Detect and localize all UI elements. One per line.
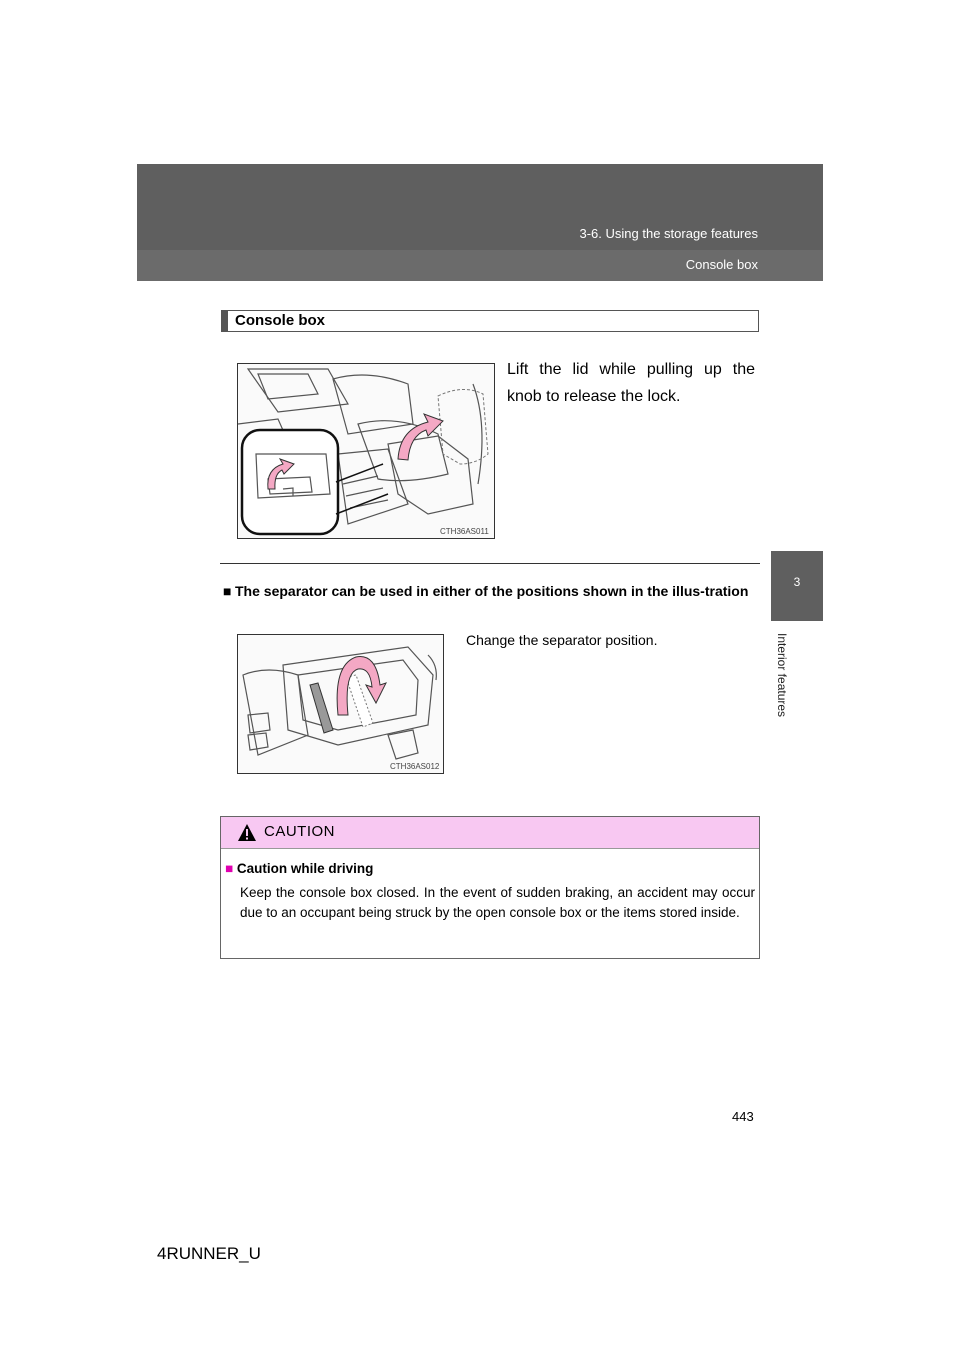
separator-drawing	[238, 635, 443, 773]
chapter-tab-label: Interior features	[775, 633, 789, 718]
note-description: Change the separator position.	[466, 632, 658, 648]
page-number: 443	[732, 1109, 754, 1124]
chapter-title: 3-6. Using the storage features	[579, 226, 758, 241]
section-title: Console box	[685, 257, 758, 272]
caution-subheading-text: Caution while driving	[236, 861, 374, 876]
caution-title: CAUTION	[264, 823, 335, 840]
figure-2-code: CTH36AS012	[390, 762, 440, 771]
section-heading: Console box	[221, 310, 759, 332]
chapter-tab-number: 3	[793, 575, 801, 589]
caution-box	[220, 816, 760, 959]
caution-header	[221, 817, 759, 849]
separator-illustration	[237, 634, 444, 774]
section-divider	[220, 563, 760, 564]
figure-1-code: CTH36AS011	[440, 527, 489, 536]
footer-model: 4RUNNER_U	[157, 1244, 261, 1263]
note-title	[223, 581, 763, 601]
console-lid-drawing	[238, 364, 494, 538]
caution-bullet: ■	[225, 861, 234, 876]
figure-1-instruction: Lift the lid while pulling up the knob to release the lock.	[507, 361, 755, 405]
warning-icon	[237, 823, 257, 842]
note-bullet: ■	[223, 583, 232, 599]
note-title-text: The separator can be used in either of the positions shown in the illus-tration	[235, 583, 749, 599]
caution-text: Keep the console box closed. In the event of sudden braking, an accident may occur due to an occupant being struck by the open console box or the items stored inside.	[240, 885, 755, 920]
console-lid-illustration	[237, 363, 495, 539]
caution-subheading	[225, 861, 373, 876]
